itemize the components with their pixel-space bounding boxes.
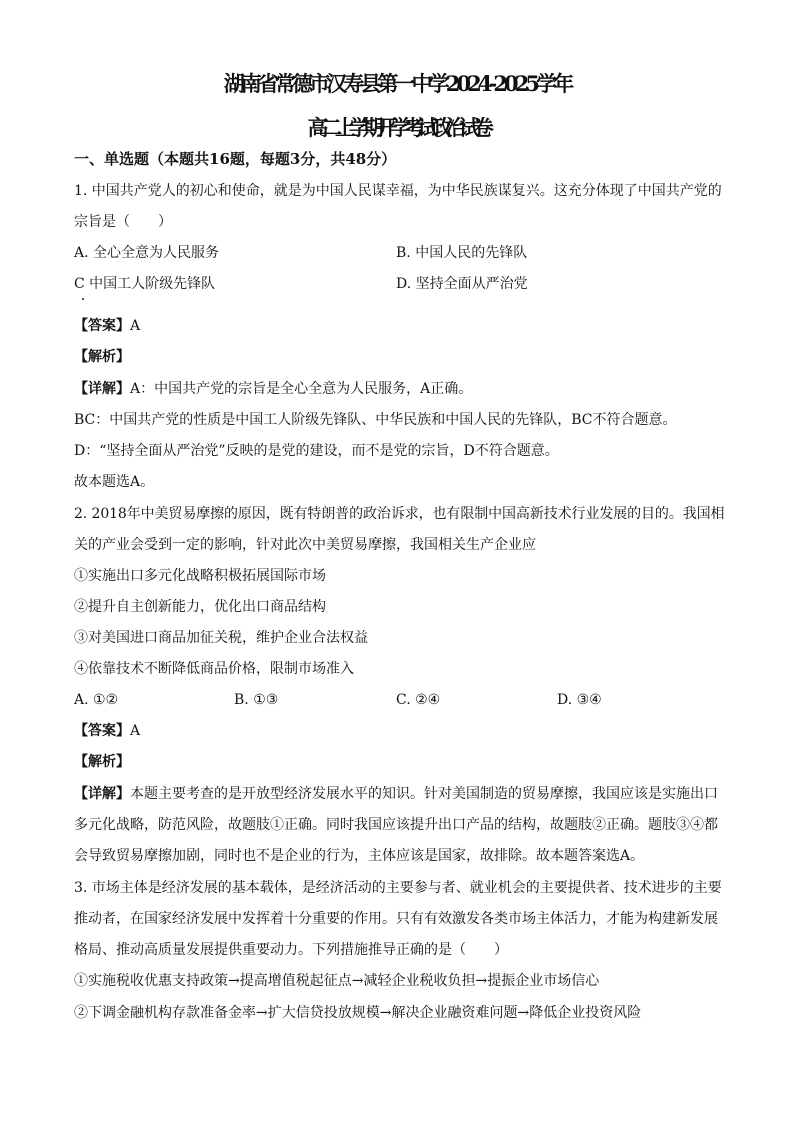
q1-option-a: A. 全心全意为人民服务 xyxy=(74,245,220,261)
q3-stem-line1: 3. 市场主体是经济发展的基本载体，是经济活动的主要参与者、就业机会的主要提供者、技术进步的主要 xyxy=(74,880,722,896)
q2-answer-value: A xyxy=(130,723,141,739)
q1-detail-label: 【详解】 xyxy=(74,381,130,397)
q3-stem-line2: 推动者，在国家经济发展中发挥着十分重要的作用。只有有效激发各类市场主体活力，才能为构建新发展 xyxy=(74,911,718,927)
q1-detail-text1: A：中国共产党的宗旨是全心全意为人民服务，A正确。 xyxy=(130,381,473,397)
q1-stem-line2: 宗旨是（ ） xyxy=(74,214,172,230)
q2-stem-line2: 关的产业会受到一定的影响，针对此次中美贸易摩擦，我国相关生产企业应 xyxy=(74,537,536,553)
q3-stem-line3: 格局、推动高质量发展提供重要动力。下列措施推导正确的是（ ） xyxy=(74,942,508,958)
q2-option-c: C. ②④ xyxy=(396,692,441,708)
q2-item2: ②提升自主创新能力，优化出口商品结构 xyxy=(74,599,326,615)
q1-detail-line3: D：“坚持全面从严治党”反映的是党的建设，而不是党的宗旨，D不符合题意。 xyxy=(74,443,559,459)
q2-detail-text1: 本题主要考查的是开放型经济发展水平的知识。针对美国制造的贸易摩擦，我国应该是实施出口 xyxy=(130,786,718,802)
q1-stem-line1: 1. 中国共产党人的初心和使命，就是为中国人民谋幸福，为中华民族谋复兴。这充分体现了中国共产党的 xyxy=(74,183,722,199)
q1-analysis-label-text: 【解析】 xyxy=(74,349,130,365)
q1-detail-line2: BC：中国共产党的性质是中国工人阶级先锋队、中华民族和中国人民的先锋队，BC不符合题意。 xyxy=(74,412,677,428)
q2-option-d: D. ③④ xyxy=(557,692,602,708)
q1-option-d: D. 坚持全面从严治党 xyxy=(396,276,528,292)
q1-analysis-label xyxy=(74,347,130,367)
stray-dot-mark xyxy=(82,298,84,300)
q2-detail-label: 【详解】 xyxy=(74,786,130,802)
q2-answer-label: 【答案】 xyxy=(74,723,130,739)
q1-answer-value: A xyxy=(130,318,141,334)
q2-stem-line1: 2. 2018年中美贸易摩擦的原因，既有特朗普的政治诉求，也有限制中国高新技术行业发展的目的。我国相 xyxy=(74,506,725,522)
q1-detail-line4: 故本题选A。 xyxy=(74,474,155,490)
document-title-line2: 高二上学期开学考试政治试卷 xyxy=(307,115,487,140)
q2-item1: ①实施出口多元化战略积极拓展国际市场 xyxy=(74,568,326,584)
q1-answer xyxy=(74,316,140,336)
q1-option-c: C 中国工人阶级先锋队 xyxy=(74,276,216,292)
q2-detail-line3: 会导致贸易摩擦加剧，同时也不是企业的行为，主体应该是国家，故排除。故本题答案选A。 xyxy=(74,848,645,864)
q2-detail-line1 xyxy=(74,784,718,804)
document-title-line1: 湖南省常德市汉寿县第一中学2024-2025学年 xyxy=(223,71,571,96)
q2-answer xyxy=(74,721,140,741)
q2-detail-line2: 多元化战略，防范风险，故题肢①正确。同时我国应该提升出口产品的结构，故题肢②正确。题肢③④都 xyxy=(74,817,718,833)
q3-item1: ①实施税收优惠支持政策→提高增值税起征点→减轻企业税收负担→提振企业市场信心 xyxy=(74,973,600,989)
q2-analysis-label xyxy=(74,752,130,772)
q2-item4: ④依靠技术不断降低商品价格，限制市场准入 xyxy=(74,661,354,677)
q1-answer-label: 【答案】 xyxy=(74,318,130,334)
section-heading: 一、单选题（本题共16题，每题3分，共48分） xyxy=(74,150,397,168)
q1-option-b: B. 中国人民的先锋队 xyxy=(396,245,528,261)
q2-option-a: A. ①② xyxy=(74,692,119,708)
q1-detail-line1 xyxy=(74,379,472,399)
q2-item3: ③对美国进口商品加征关税，维护企业合法权益 xyxy=(74,630,368,646)
q2-option-b: B. ①③ xyxy=(234,692,279,708)
q2-analysis-label-text: 【解析】 xyxy=(74,754,130,770)
q3-item2: ②下调金融机构存款准备金率→扩大信贷投放规模→解决企业融资难问题→降低企业投资风险 xyxy=(74,1005,642,1021)
